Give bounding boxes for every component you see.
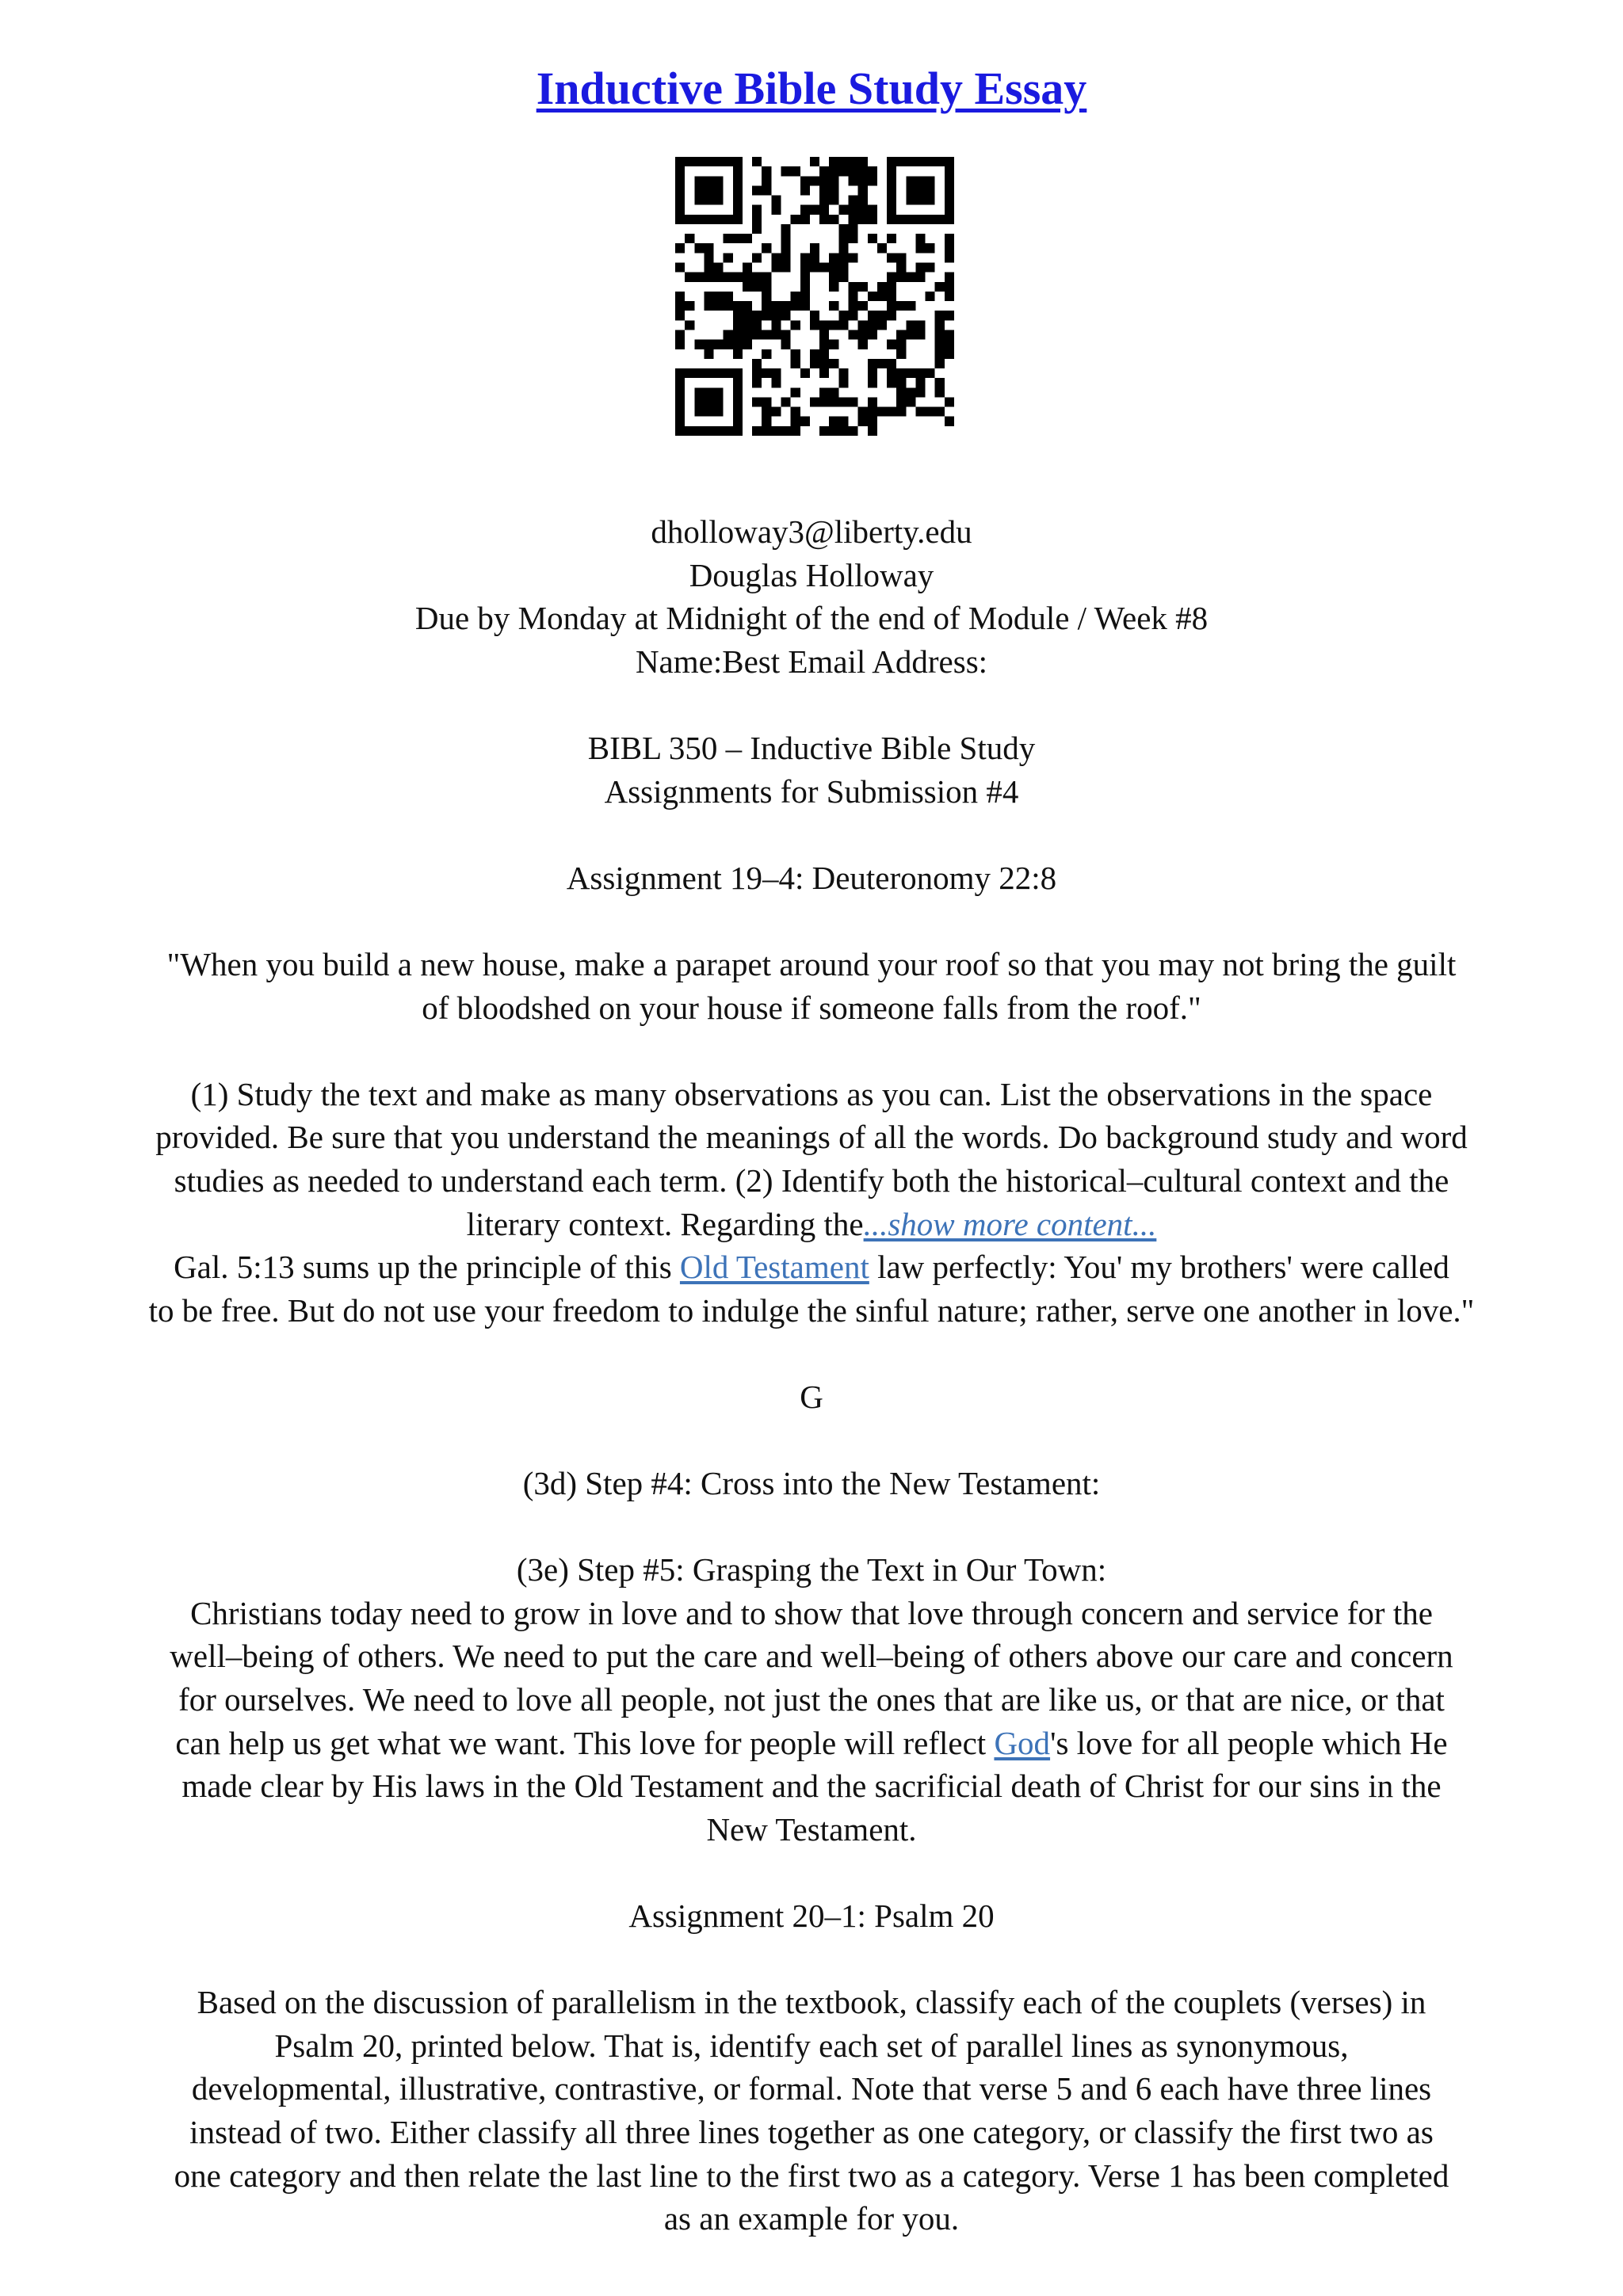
psalm-para-line-6: as an example for you.	[663, 2200, 960, 2237]
old-testament-link[interactable]: Old Testament	[679, 1249, 869, 1286]
body-line-1: Christians today need to grow in love and to show that love through concern and service for the	[190, 1594, 1433, 1631]
assignment-20-1-heading: Assignment 20–1: Psalm 20	[628, 1897, 995, 1934]
god-link[interactable]: God	[994, 1724, 1051, 1761]
assignment-19-4-heading: Assignment 19–4: Deuteronomy 22:8	[566, 859, 1057, 896]
instructions-line-4	[48, 1203, 1575, 1246]
body-line-4-post: 's love for all people which He	[1050, 1724, 1448, 1761]
header-name-email: Name:Best Email Address:	[635, 643, 988, 680]
header-author: Douglas Holloway	[689, 556, 934, 593]
instructions-line-3: studies as needed to understand each term. (2) Identify both the historical–cultural context and the	[174, 1161, 1449, 1199]
instructions-line-2: provided. Be sure that you understand the meanings of all the words. Do background study and word	[155, 1119, 1468, 1156]
step-4-heading: (3d) Step #4: Cross into the New Testament:	[522, 1465, 1101, 1502]
show-more-link[interactable]: ...show more content...	[863, 1205, 1157, 1242]
psalm-para-line-4: instead of two. Either classify all three lines together as one category, or classify the first two as	[189, 2113, 1434, 2150]
body-line-3: for ourselves. We need to love all people, not just the ones that are like us, or that are nice, or that	[178, 1681, 1445, 1718]
psalm-para-line-2: Psalm 20, printed below. That is, identify each set of parallel lines as synonymous,	[274, 2027, 1349, 2064]
psalm-para-line-5: one category and then relate the last line to the first two as a category. Verse 1 has been completed	[174, 2157, 1449, 2194]
galatians-line-1-post: law perfectly: You' my brothers' were called	[869, 1249, 1449, 1286]
body-line-2: well–being of others. We need to put the care and well–being of others above our care and concern	[170, 1638, 1453, 1675]
quote-line-1: "When you build a new house, make a parapet around your roof so that you may not bring the guilt	[166, 945, 1457, 982]
psalm-para-line-3: developmental, illustrative, contrastive, or formal. Note that verse 5 and 6 each have three lines	[191, 2070, 1432, 2107]
instructions-line-1: (1) Study the text and make as many observations as you can. List the observations in the space	[190, 1075, 1433, 1112]
body-line-6: New Testament.	[706, 1810, 917, 1848]
body-line-5: made clear by His laws in the Old Testament and the sacrificial death of Christ for our sins in the	[181, 1768, 1442, 1805]
galatians-line-1-pre: Gal. 5:13 sums up the principle of this	[174, 1249, 680, 1286]
psalm-para-line-1: Based on the discussion of parallelism in the textbook, classify each of the couplets (verses) in	[197, 1984, 1426, 2021]
body-line-4	[48, 1722, 1575, 1765]
galatians-line-1	[48, 1245, 1575, 1289]
course-submission: Assignments for Submission #4	[604, 772, 1019, 810]
page-title	[0, 57, 1623, 120]
quote-line-2: of bloodshed on your house if someone falls from the roof."	[422, 989, 1201, 1026]
step-5-heading: (3e) Step #5: Grasping the Text in Our Town:	[516, 1551, 1107, 1589]
title-link[interactable]: Inductive Bible Study Essay	[536, 63, 1087, 114]
qr-code-icon	[675, 157, 954, 436]
header-email: dholloway3@liberty.edu	[651, 513, 972, 550]
body-line-4-pre: can help us get what we want. This love for people will reflect	[175, 1724, 995, 1761]
instructions-line-4-text: literary context. Regarding the	[466, 1205, 864, 1242]
document-body	[48, 510, 1575, 2241]
header-due: Due by Monday at Midnight of the end of Module / Week #8	[414, 600, 1209, 637]
course-name: BIBL 350 – Inductive Bible Study	[587, 729, 1036, 766]
galatians-line-2: to be free. But do not use your freedom to indulge the sinful nature; rather, serve one another in love."	[148, 1291, 1475, 1329]
g-letter: G	[800, 1378, 823, 1415]
